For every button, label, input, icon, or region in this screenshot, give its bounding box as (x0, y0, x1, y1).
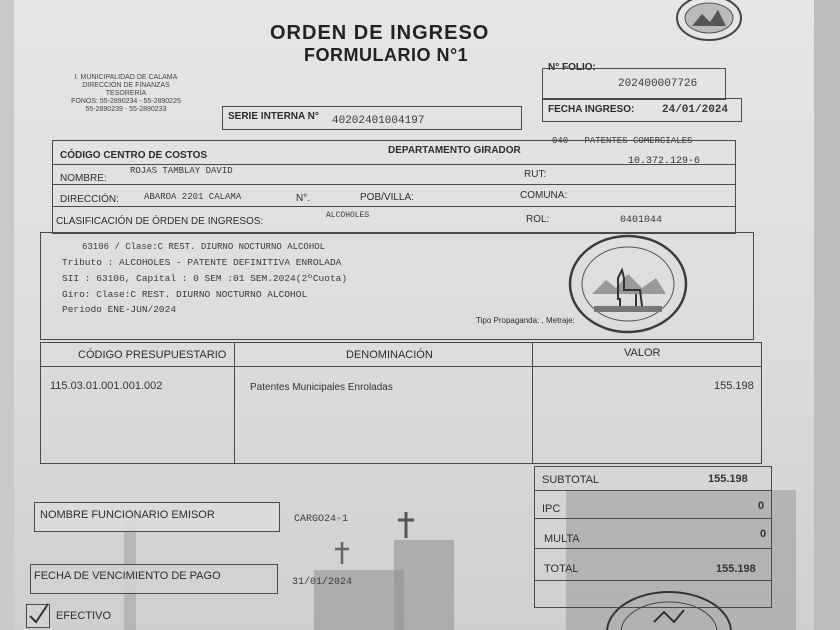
municipal-seal-icon (674, 0, 744, 46)
fecha-ingreso-value: 24/01/2024 (662, 104, 729, 116)
direccion-value: ABAROA 2201 CALAMA (144, 192, 242, 202)
cross-icon (394, 510, 418, 540)
total-label: TOTAL (544, 563, 579, 575)
total-value: 155.198 (716, 563, 756, 575)
rol-label: ROL: (526, 214, 550, 225)
departamento-label: DEPARTAMENTO GIRADOR (388, 145, 521, 156)
clasificacion-value: ALCOHOLES (326, 211, 370, 220)
table-row-valor: 155.198 (714, 380, 754, 392)
detail-line-2: Tributo : ALCOHOLES - PATENTE DEFINITIVA ENROLADA (62, 257, 342, 268)
detail-line-3: SII : 63106, Capital : 0 SEM :01 SEM.2024(2ºCuota) (62, 273, 348, 284)
fecha-ingreso-label: FECHA INGRESO: (548, 104, 635, 115)
background-left (0, 0, 14, 630)
municipality-phones-1: FONOS: 55-2890234 - 55-2890225 (71, 98, 181, 105)
rule (534, 548, 772, 549)
rut-value: 10.372.129-6 (628, 156, 701, 167)
municipality-name: I. MUNICIPALIDAD DE CALAMA (74, 74, 178, 81)
direccion-label: DIRECCIÓN: (60, 194, 119, 205)
document-title: ORDEN DE INGRESO (270, 22, 490, 44)
rule (52, 206, 736, 207)
funcionario-label: NOMBRE FUNCIONARIO EMISOR (40, 509, 215, 521)
departamento-value: 040 - PATENTES COMERCIALES (552, 136, 693, 146)
document-paper (14, 0, 814, 630)
rule (534, 490, 772, 491)
folio-value: 202400007726 (618, 78, 698, 90)
multa-label: MULTA (544, 533, 580, 545)
table-row-codigo: 115.03.01.001.001.002 (50, 380, 163, 392)
folio-label: N° FOLIO: (548, 62, 596, 73)
rule (52, 184, 736, 185)
llama-seal-icon (566, 232, 690, 336)
municipality-office: TESORERÍA (105, 90, 147, 97)
clasificacion-label: CLASIFICACIÓN DE ÓRDEN DE INGRESOS: (56, 216, 264, 227)
vencimiento-value: 31/01/2024 (292, 577, 353, 588)
serie-interna-label: SERIE INTERNA N° (228, 111, 319, 122)
rule (40, 366, 762, 367)
payment-stamp-icon (594, 572, 744, 630)
rule (234, 342, 235, 464)
cross-icon (332, 540, 352, 566)
detail-line-1: 63106 / Clase:C REST. DIURNO NOCTURNO ALCOHOL (82, 242, 326, 252)
detail-line-5: Periodo ENE-JUN/2024 (62, 304, 177, 315)
vencimiento-label: FECHA DE VENCIMIENTO DE PAGO (34, 570, 221, 582)
rule (534, 518, 772, 519)
check-mark-icon (26, 600, 52, 626)
propaganda-label: Tipo Propaganda: , Metraje: (476, 316, 575, 325)
pob-villa-label: POB/VILLA: (360, 192, 414, 203)
numero-label: N°. (296, 193, 310, 204)
ipc-value: 0 (758, 500, 765, 512)
efectivo-label: EFECTIVO (56, 610, 112, 622)
header-codigo: CÓDIGO PRESUPUESTARIO (78, 349, 227, 361)
municipality-phones-2: 55-2890239 - 55-2890233 (85, 106, 167, 113)
ipc-label: IPC (542, 503, 561, 515)
subtotal-label: SUBTOTAL (542, 474, 600, 486)
background-right (814, 0, 840, 630)
nombre-value: ROJAS TAMBLAY DAVID (130, 166, 233, 176)
table-row-denominacion: Patentes Municipales Enroladas (250, 382, 393, 393)
comuna-label: COMUNA: (520, 190, 568, 201)
rol-value: 0401044 (620, 215, 663, 226)
centro-costos-label: CÓDIGO CENTRO DE COSTOS (60, 150, 208, 161)
serie-interna-value: 40202401004197 (332, 115, 425, 127)
municipality-department: DIRECCIÓN DE FINANZAS (82, 82, 170, 89)
rut-label: RUT: (524, 169, 547, 180)
document-subtitle: FORMULARIO N°1 (304, 45, 469, 65)
funcionario-value: CARGO24-1 (294, 514, 349, 525)
subtotal-value: 155.198 (708, 473, 748, 485)
rule (532, 342, 533, 464)
nombre-label: NOMBRE: (60, 173, 107, 184)
multa-value: 0 (760, 528, 767, 540)
header-denominacion: DENOMINACIÓN (346, 349, 433, 361)
detail-line-4: Giro: Clase:C REST. DIURNO NOCTURNO ALCOHOL (62, 289, 308, 300)
municipality-info (56, 74, 196, 114)
header-valor: VALOR (624, 347, 661, 359)
